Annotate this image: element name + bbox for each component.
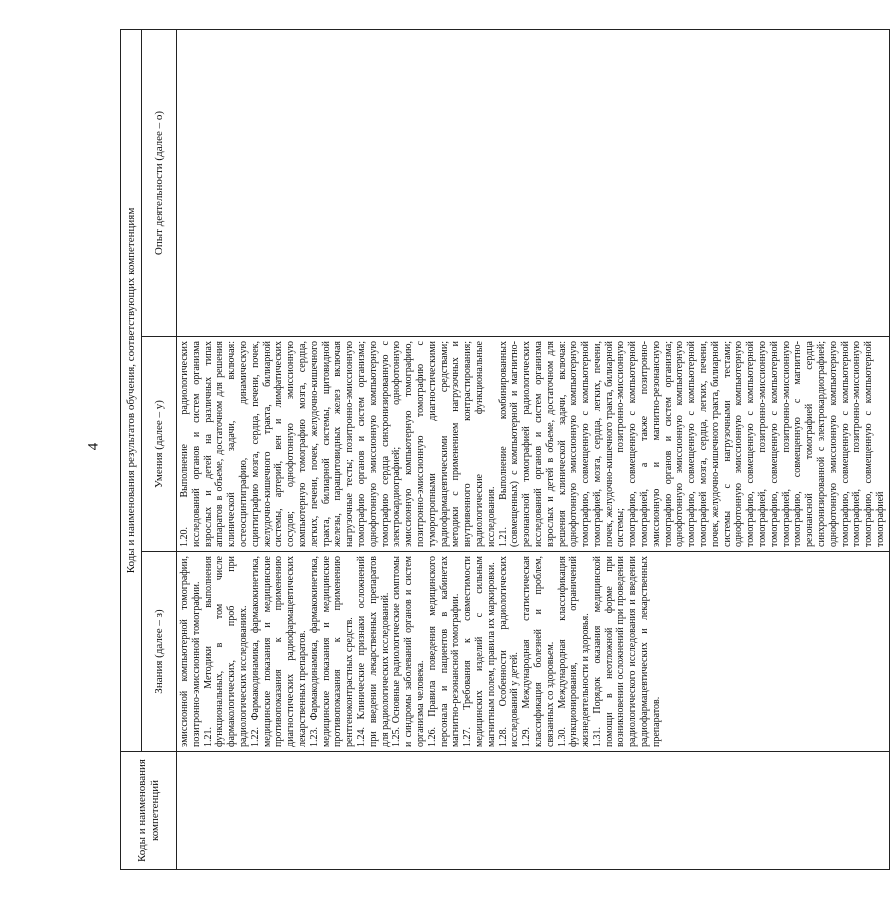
knowledge-item: 1.25. Основные радиологические симптомы и синдромы заболеваний органов и систем организма человека. [391, 556, 426, 747]
table-header-row-1 [121, 29, 142, 869]
knowledge-item: 1.30. Международная классификация функционирования, ограничений жизнедеятельности и здоровья. [556, 556, 592, 747]
knowledge-cell [177, 552, 890, 752]
knowledge-item: 1.31. Порядок оказания медицинской помощи в неотложной форме при возникновении осложнений при проведении радиологического исследования и введении радиофармацевтических и лекарственных препаратов. [591, 556, 662, 747]
rotated-table-wrapper [120, 30, 887, 870]
skill-item: 1.20. Выполнение радиологических исследований органов и систем организма взрослых и детей на различных типах аппаратов в объеме, достаточном для решения клинической задачи, включая: остеосцинтиграфию, динамическую сцинтиграфию мозга, сердца, печени, почек, желудочно-кишечного тракта, билиарной системы, артерий, вен и лимфатических сосудов; однофотонную эмиссионную компьютерную томографию мозга, сердца, легких, печени, почек, желудочно-кишечного тракта, билиарной системы, щитовидной железы, паращитовидных желез включая нагрузочные тесты; позитронно-эмиссионную томографию органов и систем организма; однофотонную эмиссионную компьютерную томографию сердца синхронизированную с электрокардиографией; однофотонную эмиссионную компьютерную томографию, позитронно-эмиссионную томографию с туморотропными диагностическими радиофармацевтическими средствами; методики с применением нагрузочных и внутривенного контрастирования; радиологические функциональные исследования. [179, 341, 497, 547]
experience-cell [177, 29, 890, 336]
page-number: 4 [85, 442, 102, 451]
table-row [177, 29, 890, 869]
knowledge-item: 1.21. Методики выполнения функциональных, в том числе фармакологических, проб при радиологических исследованиях. [202, 556, 249, 747]
header-knowledge: Знания (далее – з) [142, 552, 177, 752]
skills-cell [177, 337, 890, 552]
knowledge-item: эмиссионной компьютерной томографии, позитронно-эмиссионной томографии. [179, 556, 202, 747]
header-competencies: Коды и наименования компетенций [121, 752, 177, 870]
table-header-row-2 [142, 29, 177, 869]
competency-table [120, 29, 890, 870]
competency-cell [177, 752, 890, 870]
header-experience: Опыт деятельности (далее – о) [142, 29, 177, 336]
knowledge-item: 1.29. Международная статистическая классификация болезней и проблем, связанных со здоровьем. [521, 556, 556, 747]
header-results-group: Коды и наименования результатов обучения, соответствующих компетенциям [121, 29, 142, 751]
knowledge-item: 1.26. Правила поведения медицинского персонала и пациентов в кабинетах магнитно-резонансной томографии. [426, 556, 462, 747]
header-skills: Умения (далее – у) [142, 337, 177, 552]
knowledge-item: 1.27. Требования к совместимости медицинских изделий с сильным магнитным полем, правила их маркировки. [462, 556, 497, 747]
knowledge-item: 1.28. Особенности радиологических исследований у детей. [497, 556, 521, 747]
skill-item: 1.21. Выполнение комбинированных (совмещенных) с компьютерной и магнитно-резонансной томографией радиологических исследований органов и систем организма взрослых и детей в объеме, достаточном для решения клинической задачи, включая: однофотонную эмиссионную компьютерную томографию, совмещенную с компьютерной томографией, мозга, сердца, легких, печени, почек, желудочно-кишечного тракта, билиарной системы; позитронно-эмиссионную томографию, совмещенную с компьютерной томографией, а также позитронно-эмиссионную и магнитно-резонансную томографию органов и систем организма; однофотонную эмиссионную компьютерную томографию, совмещенную с компьютерной томографией мозга, сердца, легких, печени, почек, желудочно-кишечного тракта, билиарной системы с нагрузочными тестами; однофотонную эмиссионную компьютерную томографию, совмещенную с компьютерной томографией, позитронно-эмиссионную томографию, совмещенную с компьютерной томографией, позитронно-эмиссионную томографию, совмещенную с магнитно-резонансной томографией сердца синхронизированной с электрокардиографией; однофотонную эмиссионную компьютерную томографию, совмещенную с компьютерной томографией, позитронно-эмиссионную томографию, совмещенную с компьютерной томографией [497, 341, 887, 547]
knowledge-item: 1.22. Фармакодинамика, фармакокинетика, медицинские показания и медицинские противопоказания к применению диагностических радиофармацевтических лекарственных препаратов. [249, 556, 308, 747]
knowledge-item: 1.23. Фармакодинамика, фармакокинетика, медицинские показания и медицинские противопоказания к применению рентгеноконтрастных средств. [308, 556, 356, 747]
knowledge-item: 1.24. Клинические признаки осложнений при введении лекарственных препаратов для радиологических исследований. [355, 556, 391, 747]
